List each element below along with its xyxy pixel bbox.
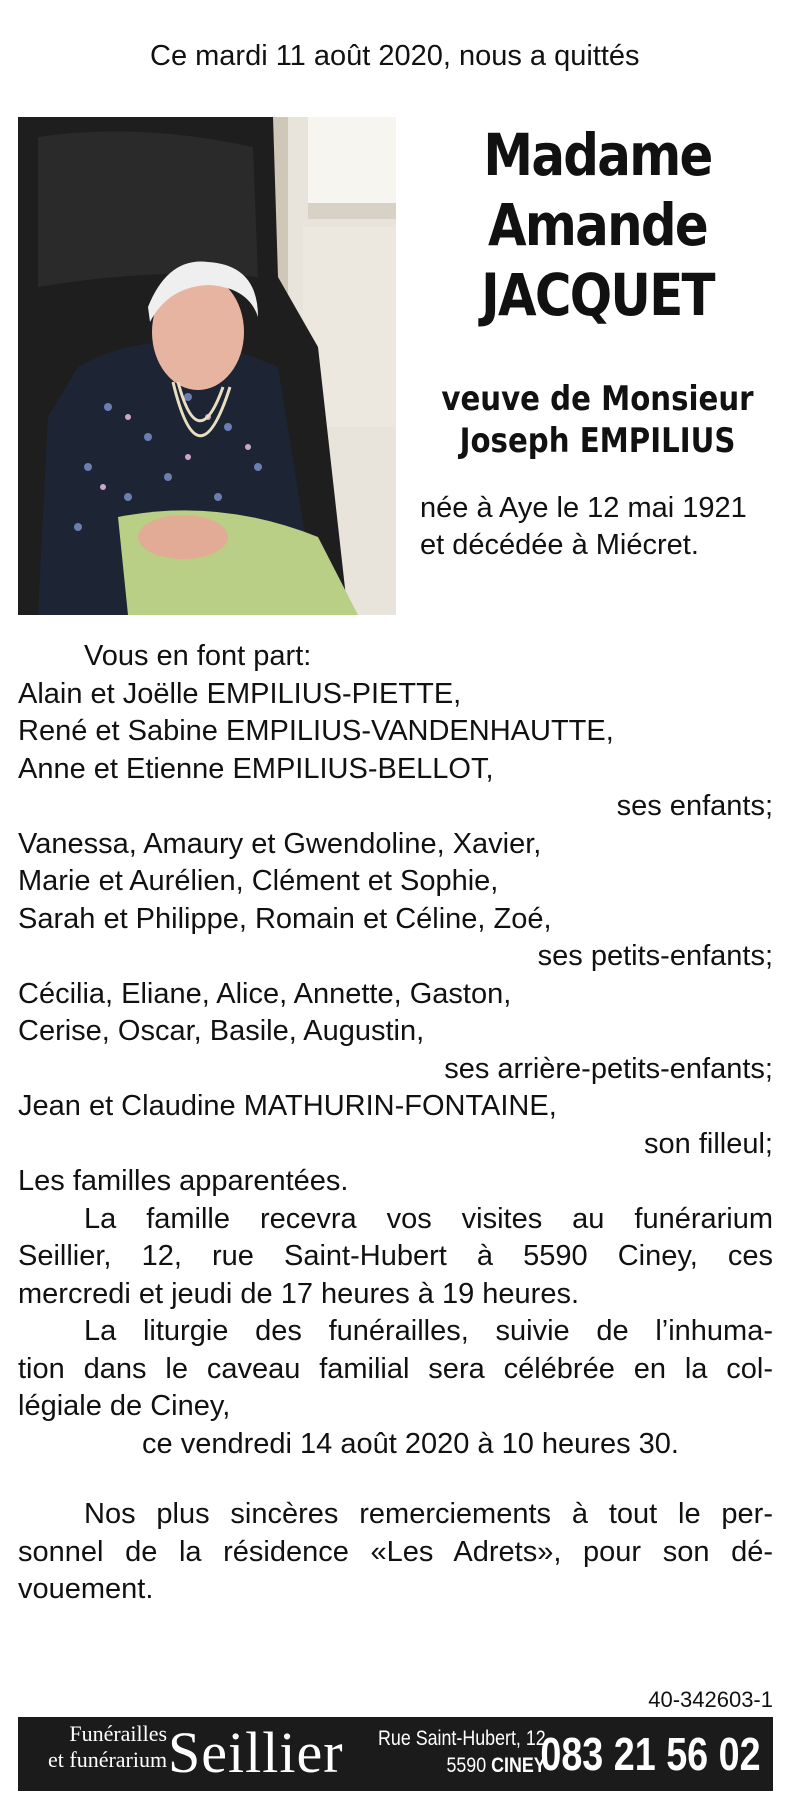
list-item: René et Sabine EMPILIUS-VANDENHAUTTE, <box>18 715 614 747</box>
liturgy-line: tion dans le caveau familial sera célébrée en la col- <box>18 1352 773 1385</box>
relation-label: ses petits-enfants; <box>537 940 773 972</box>
thanks-line: vouement. <box>18 1573 154 1605</box>
reference-number: 40-342603-1 <box>648 1687 773 1712</box>
funeral-home-logo: Seillier <box>168 1720 344 1785</box>
relation-label: ses arrière-petits-enfants; <box>444 1052 773 1085</box>
list-item: Marie et Aurélien, Clément et Sophie, <box>18 865 499 897</box>
birth-death-info: née à Aye le 12 mai 1921 et décédée à Miécret. <box>420 492 747 561</box>
thanks-line: sonnel de la résidence «Les Adrets», pour son dé- <box>18 1535 773 1568</box>
list-item: Cerise, Oscar, Basile, Augustin, <box>18 1015 425 1047</box>
visits-line: mercredi et jeudi de 17 heures à 19 heures. <box>18 1277 580 1310</box>
announcement: Vous en font part: <box>84 640 312 672</box>
funeral-home-address: Rue Saint-Hubert, 12 5590 CINEY <box>378 1727 546 1777</box>
thanks-line: Nos plus sincères remerciements à tout le per- <box>84 1498 773 1530</box>
list-item: Cécilia, Eliane, Alice, Annette, Gaston, <box>18 977 512 1010</box>
deceased-name: Madame Amande JACQUET <box>481 121 714 329</box>
intro-line: Ce mardi 11 août 2020, nous a quittés <box>150 40 640 72</box>
funeral-home-phone: 083 21 56 02 <box>540 1728 761 1780</box>
funeral-home-tagline: Funérailles et funérarium <box>48 1721 168 1772</box>
portrait-photo <box>18 117 396 615</box>
liturgy-line: La liturgie des funérailles, suivie de l’inhuma- <box>84 1315 773 1347</box>
widow-of: veuve de Monsieur Joseph EMPILIUS <box>441 379 754 461</box>
list-item: Vanessa, Amaury et Gwendoline, Xavier, <box>18 827 542 860</box>
families-line: Les familles apparentées. <box>18 1165 349 1197</box>
ceremony-date: ce vendredi 14 août 2020 à 10 heures 30. <box>142 1427 679 1460</box>
notice-body <box>18 638 773 1609</box>
relation-label: ses enfants; <box>616 790 773 822</box>
funeral-home-banner <box>18 1717 773 1791</box>
visits-line: Seillier, 12, rue Saint-Hubert à 5590 Ciney, ces <box>18 1240 773 1272</box>
list-item: Sarah et Philippe, Romain et Céline, Zoé, <box>18 902 552 935</box>
list-item: Alain et Joëlle EMPILIUS-PIETTE, <box>18 677 462 710</box>
visits-line: La famille recevra vos visites au funérarium <box>84 1202 773 1235</box>
list-item: Anne et Etienne EMPILIUS-BELLOT, <box>18 752 494 785</box>
liturgy-line: légiale de Ciney, <box>18 1390 231 1422</box>
list-item: Jean et Claudine MATHURIN-FONTAINE, <box>18 1090 557 1122</box>
relation-label: son filleul; <box>644 1127 773 1160</box>
